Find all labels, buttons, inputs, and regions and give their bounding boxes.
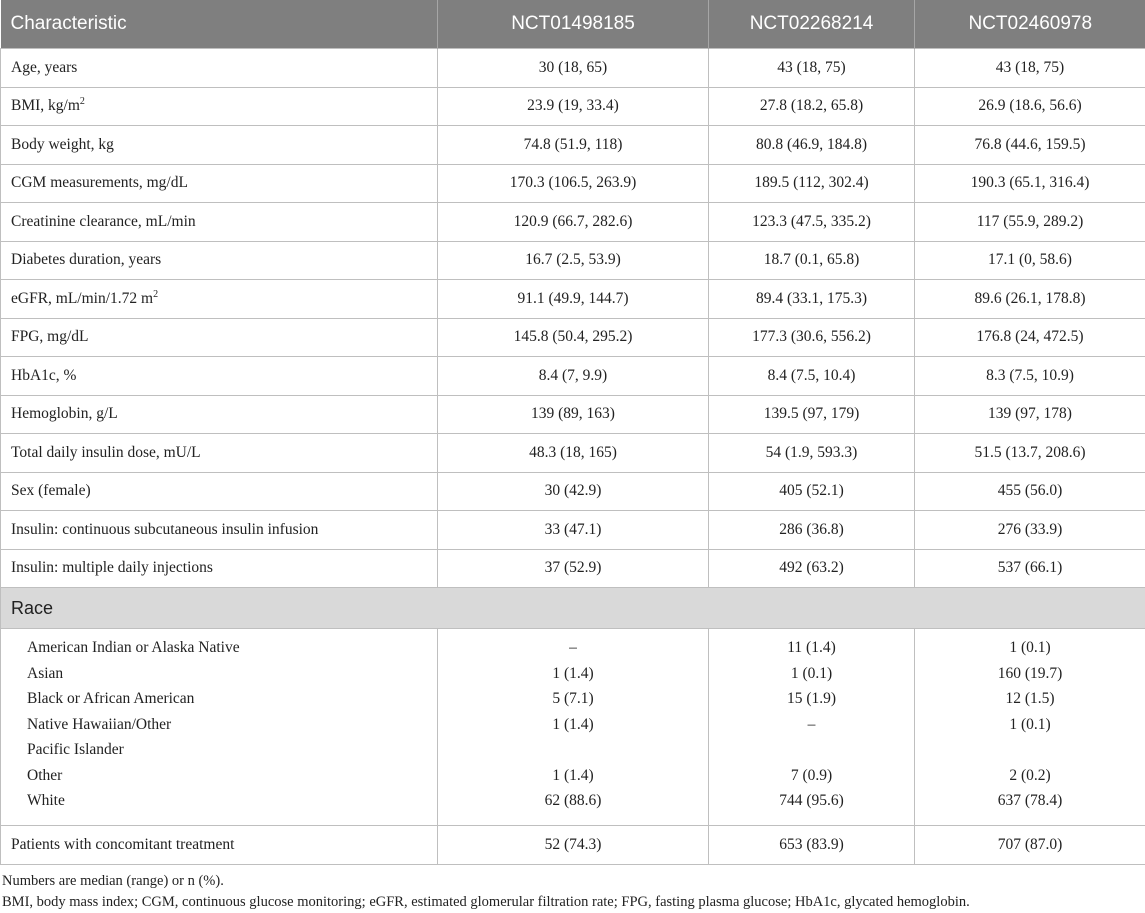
row-label (1, 549, 438, 588)
race-values-col (915, 629, 1145, 826)
row-value: 286 (36.8) (709, 511, 915, 550)
row-value: 492 (63.2) (709, 549, 915, 588)
race-value: 7 (0.9) (709, 763, 914, 789)
row-label-text: Insulin: multiple daily injections (11, 559, 213, 576)
row-value: 74.8 (51.9, 118) (438, 126, 709, 165)
race-value: 15 (1.9) (709, 686, 914, 712)
race-values-col (709, 629, 915, 826)
table-header-row (1, 0, 1145, 49)
row-label-text: Body weight, kg (11, 136, 114, 153)
header-study-1: NCT01498185 (438, 0, 709, 49)
row-value: 170.3 (106.5, 263.9) (438, 164, 709, 203)
row-value: 27.8 (18.2, 65.8) (709, 87, 915, 126)
row-value: 43 (18, 75) (915, 49, 1145, 88)
race-value: 1 (1.4) (438, 712, 708, 738)
table-row (1, 549, 1145, 588)
row-label (1, 203, 438, 242)
row-value: 30 (18, 65) (438, 49, 709, 88)
row-value: 139.5 (97, 179) (709, 395, 915, 434)
row-value: 189.5 (112, 302.4) (709, 164, 915, 203)
race-label: Black or African American (27, 686, 437, 712)
row-label (1, 357, 438, 396)
race-value: 1 (0.1) (915, 635, 1145, 661)
table-row (1, 49, 1145, 88)
row-label-text: eGFR, mL/min/1.72 m (11, 290, 153, 307)
row-label (1, 280, 438, 319)
row-value: 52 (74.3) (438, 826, 709, 865)
race-label: Native Hawaiian/Other (27, 712, 437, 738)
row-label-text: HbA1c, % (11, 367, 76, 384)
row-label (1, 49, 438, 88)
row-value: 89.4 (33.1, 175.3) (709, 280, 915, 319)
row-label (1, 87, 438, 126)
table-row (1, 280, 1145, 319)
race-block-row (1, 629, 1145, 826)
row-value: 707 (87.0) (915, 826, 1145, 865)
row-value: 16.7 (2.5, 53.9) (438, 241, 709, 280)
row-label (1, 164, 438, 203)
row-label-text: BMI, kg/m (11, 97, 80, 114)
race-value: 1 (0.1) (915, 712, 1145, 738)
row-value: 117 (55.9, 289.2) (915, 203, 1145, 242)
row-label-text: Diabetes duration, years (11, 251, 161, 268)
row-label-text: FPG, mg/dL (11, 328, 89, 345)
row-label (1, 241, 438, 280)
table-row (1, 434, 1145, 473)
row-value: 23.9 (19, 33.4) (438, 87, 709, 126)
row-label-text: Insulin: continuous subcutaneous insulin infusion (11, 521, 318, 538)
table-row (1, 164, 1145, 203)
row-label-text: Age, years (11, 59, 77, 76)
row-value: 54 (1.9, 593.3) (709, 434, 915, 473)
race-value: 2 (0.2) (915, 763, 1145, 789)
row-label (1, 511, 438, 550)
race-value: 637 (78.4) (915, 788, 1145, 814)
row-value: 89.6 (26.1, 178.8) (915, 280, 1145, 319)
section-row-race (1, 588, 1145, 629)
race-label: American Indian or Alaska Native (27, 635, 437, 661)
table-row (1, 472, 1145, 511)
header-study-2: NCT02268214 (709, 0, 915, 49)
race-label: Other (27, 763, 437, 789)
row-value: 8.4 (7, 9.9) (438, 357, 709, 396)
footnotes (0, 871, 1145, 913)
header-study-3: NCT02460978 (915, 0, 1145, 49)
row-label-superscript: 2 (153, 289, 158, 300)
race-value (709, 737, 914, 763)
row-label (1, 395, 438, 434)
row-value: 33 (47.1) (438, 511, 709, 550)
footnote-1: Numbers are median (range) or n (%). (2, 871, 1145, 892)
row-label-text: Total daily insulin dose, mU/L (11, 444, 201, 461)
row-value: 145.8 (50.4, 295.2) (438, 318, 709, 357)
row-label (1, 434, 438, 473)
race-label: White (27, 788, 437, 814)
race-value: 11 (1.4) (709, 635, 914, 661)
footnote-2: BMI, body mass index; CGM, continuous glucose monitoring; eGFR, estimated glomerular filtration rate; FPG, fasting plasma glucose; HbA1c, glycated hemoglobin. (2, 892, 1145, 913)
row-value: 139 (89, 163) (438, 395, 709, 434)
row-value: 8.3 (7.5, 10.9) (915, 357, 1145, 396)
row-value: 30 (42.9) (438, 472, 709, 511)
race-value: 1 (1.4) (438, 763, 708, 789)
race-value (438, 737, 708, 763)
race-label: Pacific Islander (27, 737, 437, 763)
table-row (1, 87, 1145, 126)
race-label: Asian (27, 661, 437, 687)
row-value: 139 (97, 178) (915, 395, 1145, 434)
row-value: 190.3 (65.1, 316.4) (915, 164, 1145, 203)
row-value: 405 (52.1) (709, 472, 915, 511)
row-value: 176.8 (24, 472.5) (915, 318, 1145, 357)
row-value: 653 (83.9) (709, 826, 915, 865)
race-value: 12 (1.5) (915, 686, 1145, 712)
row-value: 48.3 (18, 165) (438, 434, 709, 473)
table-row-concomitant (1, 826, 1145, 865)
race-value: – (709, 712, 914, 738)
row-value: 37 (52.9) (438, 549, 709, 588)
row-label: Patients with concomitant treatment (1, 826, 438, 865)
row-label (1, 126, 438, 165)
row-value: 91.1 (49.9, 144.7) (438, 280, 709, 319)
row-value: 177.3 (30.6, 556.2) (709, 318, 915, 357)
row-label (1, 472, 438, 511)
race-value: 1 (0.1) (709, 661, 914, 687)
row-label (1, 318, 438, 357)
row-label-text: CGM measurements, mg/dL (11, 174, 188, 191)
race-value: – (438, 635, 708, 661)
row-value: 123.3 (47.5, 335.2) (709, 203, 915, 242)
row-value: 51.5 (13.7, 208.6) (915, 434, 1145, 473)
header-characteristic: Characteristic (1, 0, 438, 49)
race-values-col (438, 629, 709, 826)
row-value: 17.1 (0, 58.6) (915, 241, 1145, 280)
row-label-text: Hemoglobin, g/L (11, 405, 118, 422)
table-row (1, 511, 1145, 550)
table-row (1, 357, 1145, 396)
row-value: 18.7 (0.1, 65.8) (709, 241, 915, 280)
race-value: 5 (7.1) (438, 686, 708, 712)
row-value: 455 (56.0) (915, 472, 1145, 511)
race-value: 62 (88.6) (438, 788, 708, 814)
row-value: 26.9 (18.6, 56.6) (915, 87, 1145, 126)
race-value (915, 737, 1145, 763)
table-row (1, 318, 1145, 357)
row-label-superscript: 2 (80, 96, 85, 107)
race-value: 1 (1.4) (438, 661, 708, 687)
table-row (1, 203, 1145, 242)
row-value: 276 (33.9) (915, 511, 1145, 550)
race-value: 744 (95.6) (709, 788, 914, 814)
table-row (1, 395, 1145, 434)
row-value: 8.4 (7.5, 10.4) (709, 357, 915, 396)
row-value: 120.9 (66.7, 282.6) (438, 203, 709, 242)
row-value: 43 (18, 75) (709, 49, 915, 88)
table-row (1, 126, 1145, 165)
section-title: Race (1, 588, 1145, 629)
row-label-text: Sex (female) (11, 482, 91, 499)
row-value: 537 (66.1) (915, 549, 1145, 588)
table-row (1, 241, 1145, 280)
row-label-text: Creatinine clearance, mL/min (11, 213, 196, 230)
row-value: 80.8 (46.9, 184.8) (709, 126, 915, 165)
race-value: 160 (19.7) (915, 661, 1145, 687)
race-names (1, 629, 438, 826)
row-value: 76.8 (44.6, 159.5) (915, 126, 1145, 165)
